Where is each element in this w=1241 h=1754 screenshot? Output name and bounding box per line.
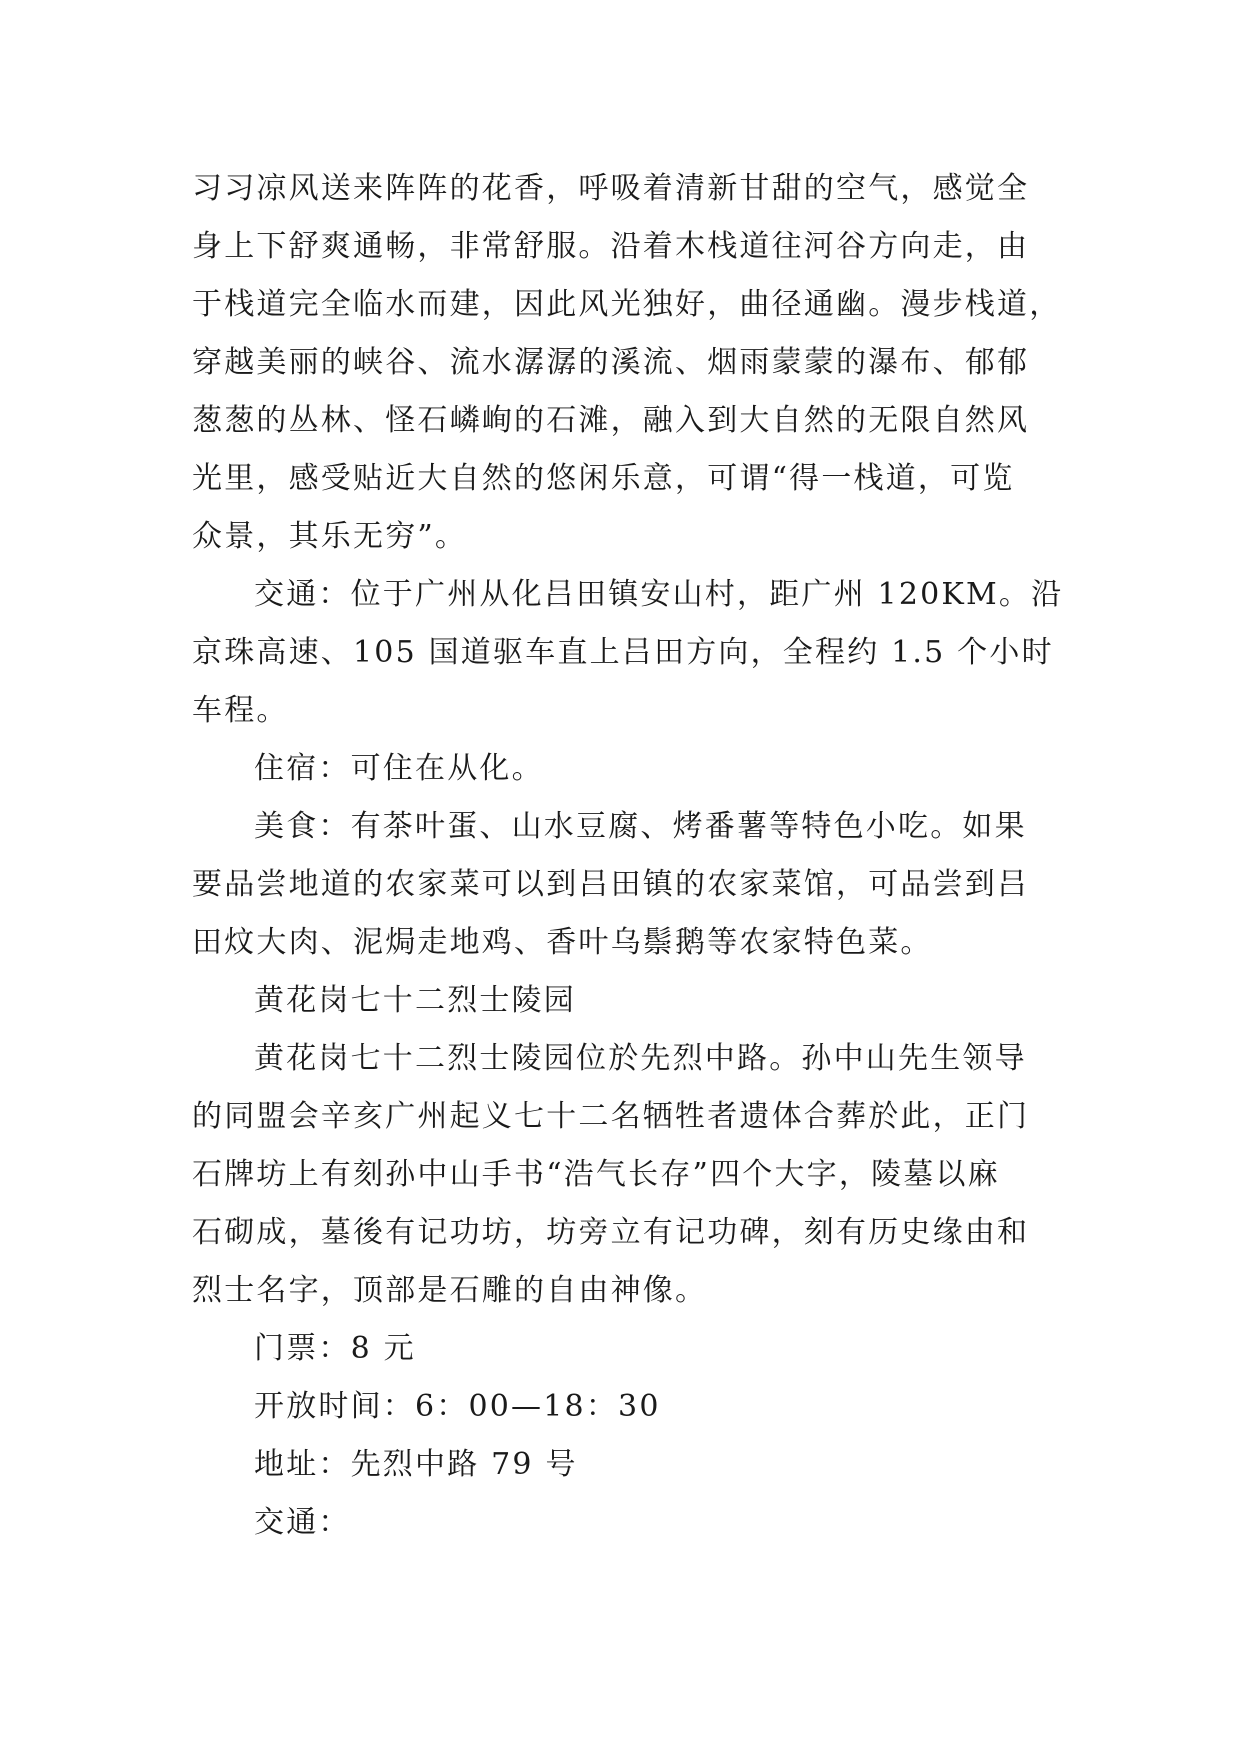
paragraph	[192, 1378, 1052, 1436]
text-line: 黄花岗七十二烈士陵园	[254, 983, 576, 1018]
text-line: 石牌坊上有刻孙中山手书“浩气长存”四个大字，陵墓以麻	[192, 1157, 1000, 1192]
text-line: 交通：	[254, 1505, 351, 1540]
text-line: 的同盟会辛亥广州起义七十二名牺牲者遗体合葬於此，正门	[192, 1099, 1030, 1134]
text-line: 车程。	[192, 693, 289, 728]
paragraph	[192, 798, 1052, 972]
text-line: 要品尝地道的农家菜可以到吕田镇的农家菜馆，可品尝到吕	[192, 867, 1030, 902]
text-line: 葱葱的丛林、怪石嶙峋的石滩，融入到大自然的无限自然风	[192, 403, 1030, 438]
paragraph	[192, 1030, 1052, 1320]
document-body	[192, 160, 1064, 1552]
text-line: 美食：有茶叶蛋、山水豆腐、烤番薯等特色小吃。如果	[254, 809, 1027, 844]
text-line: 黄花岗七十二烈士陵园位於先烈中路。孙中山先生领导	[254, 1041, 1027, 1076]
text-line: 烈士名字，顶部是石雕的自由神像。	[192, 1273, 708, 1308]
paragraph	[192, 972, 1052, 1030]
text-line: 身上下舒爽通畅，非常舒服。沿着木栈道往河谷方向走，由	[192, 229, 1030, 264]
text-line: 住宿：可住在从化。	[254, 751, 544, 786]
paragraph	[192, 740, 1052, 798]
text-line: 穿越美丽的峡谷、流水潺潺的溪流、烟雨蒙蒙的瀑布、郁郁	[192, 345, 1030, 380]
paragraph	[192, 1494, 1052, 1552]
paragraph	[192, 1320, 1052, 1378]
text-line: 于栈道完全临水而建，因此风光独好，曲径通幽。漫步栈道，	[192, 287, 1062, 322]
paragraph	[192, 566, 1064, 740]
paragraph	[192, 160, 1062, 566]
text-line: 田炆大肉、泥焗走地鸡、香叶乌鬃鹅等农家特色菜。	[192, 925, 933, 960]
text-line: 地址：先烈中路 79 号	[254, 1447, 578, 1482]
text-line: 光里，感受贴近大自然的悠闲乐意，可谓“得一栈道，可览	[192, 461, 1015, 496]
text-line: 开放时间：6：00—18：30	[254, 1389, 661, 1424]
text-line: 门票：8 元	[254, 1331, 416, 1366]
text-line: 习习凉风送来阵阵的花香，呼吸着清新甘甜的空气，感觉全	[192, 171, 1030, 206]
paragraph	[192, 1436, 1052, 1494]
text-line: 石砌成，墓後有记功坊，坊旁立有记功碑，刻有历史缘由和	[192, 1215, 1030, 1250]
text-line: 众景，其乐无穷”。	[192, 519, 468, 554]
text-line: 交通：位于广州从化吕田镇安山村，距广州 120KM。沿	[254, 577, 1064, 612]
text-line: 京珠高速、105 国道驱车直上吕田方向，全程约 1.5 个小时	[192, 635, 1054, 670]
